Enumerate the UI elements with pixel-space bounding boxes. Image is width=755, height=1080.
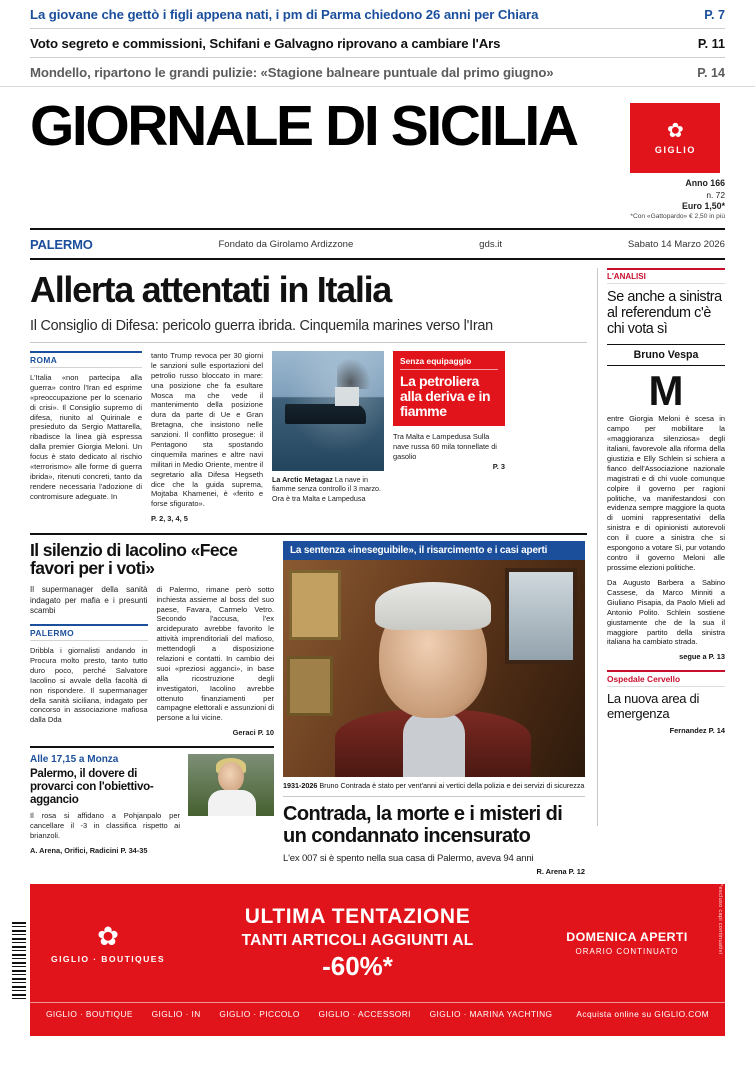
top-story-grid xyxy=(30,351,587,524)
analysis-body xyxy=(607,414,725,647)
head-shape xyxy=(218,762,244,792)
issue-year: Anno 166 xyxy=(685,178,725,188)
ospedale-title[interactable]: La nuova area di emergenza xyxy=(607,691,700,721)
ship-box-kicker: Senza equipaggio xyxy=(400,356,498,370)
iacolino-text-1: Dribbla i giornalisti andando in Procura molto presto, tanto tutto duro poco, perché Salvatore Iacolino si avvale della facoltà di non rispondere. Il supermanager della sanità siciliana, indagato per concorso in associazione mafiosa dalla Dda xyxy=(30,646,148,725)
advert-discount: -60%* xyxy=(322,950,393,981)
strapline-page: P. 7 xyxy=(704,7,725,22)
advert-right xyxy=(543,930,711,956)
lead-body-2 xyxy=(151,351,263,524)
barcode xyxy=(12,922,26,1002)
advert-online-link[interactable]: Acquista online su GIGLIO.COM xyxy=(576,1009,709,1019)
lead-pages: P. 2, 3, 4, 5 xyxy=(151,514,188,524)
iacolino-body-1 xyxy=(30,646,148,725)
masthead-title: GIORNALE DI SICILIA xyxy=(30,94,577,158)
monza-kicker: Alle 17,15 a Monza xyxy=(30,753,119,765)
smoke-shape xyxy=(337,358,371,389)
iacolino-intro: Il supermanager della sanità indagato per mafia e i presunti scambi xyxy=(30,584,148,616)
left-columns xyxy=(30,268,598,876)
strapline-item[interactable] xyxy=(30,29,725,58)
analysis-para-2: Da Augusto Barbera a Sabino Cassese, da Marco Minniti a Giuliano Pisapia, da Paolo Mieli ad Antonio Polito. Schlein sostiene giustamente che de la sua il maggiore partito della sinistra italiana ha cambiato strada. xyxy=(607,577,725,647)
issue-number: n. 72 xyxy=(706,189,725,200)
contrada-photo-caption xyxy=(283,777,585,797)
advert-hours: ORARIO CONTINUATO xyxy=(575,947,679,956)
contrada-banner[interactable]: La sentenza «ineseguibile», il risarcimento e i casi aperti xyxy=(283,541,585,560)
monza-photo[interactable] xyxy=(188,754,274,816)
picture-frame-icon xyxy=(287,656,333,716)
advert-center xyxy=(172,905,543,982)
analysis-kicker: L'ANALISI xyxy=(607,268,725,284)
advert-disclaimer: *escluso capi continuativi xyxy=(717,884,723,955)
contrada-headline[interactable]: Contrada, la morte e i misteri di un condannato incensurato xyxy=(283,803,563,847)
monza-story[interactable] xyxy=(30,746,274,855)
lead-body-1 xyxy=(30,373,142,502)
strapline-page: P. 14 xyxy=(697,65,725,80)
ship-caption-title: La Arctic Metagaz xyxy=(272,474,333,484)
monza-headline: Palermo, il dovere di provarci con l'obiettivo-aggancio xyxy=(30,766,154,806)
advert-line-2: TANTI ARTICOLI AGGIUNTI AL xyxy=(241,931,474,949)
lead-col-2 xyxy=(151,351,263,524)
contrada-byline: R. Arena P. 12 xyxy=(536,866,585,876)
advert-store: GIGLIO · BOUTIQUE xyxy=(46,1009,133,1019)
iacolino-col-2 xyxy=(157,585,275,738)
analysis-author: Bruno Vespa xyxy=(607,344,725,366)
lead-subhead: Il Consiglio di Difesa: pericolo guerra ibrida. Cinquemila marines verso l'Iran xyxy=(30,318,587,343)
ship-photo[interactable] xyxy=(272,351,384,471)
flower-icon: ✿ xyxy=(97,920,119,951)
strapline xyxy=(0,0,755,87)
contrada-caption-years: 1931-2026 xyxy=(283,781,318,790)
ship-red-box[interactable] xyxy=(393,351,505,426)
ship-box-col xyxy=(393,351,505,524)
issue-date: Sabato 14 Marzo 2026 xyxy=(627,238,725,250)
monza-signoff: A. Arena, Orifici, Radicini P. 34-35 xyxy=(30,845,148,855)
iacolino-body-2 xyxy=(157,585,275,738)
lead-text-1: L'Italia «non partecipa alla guerra» contro l'Iran ed esprime «preoccupazione per lo scenario di crisi». Il Consiglio supremo di difesa, riunito al Quirinale e presieduto da Sergio Mattarella, ribadisce la linea già espressa dalla premier Giorgia Meloni. Un focus è stato dedicato al rischio «terrorismo» alle forme di guerra ibrida», ritenuti concreti, tanto da rendere necessaria l'adozione di contromisure adeguate. In xyxy=(30,372,142,501)
analysis-para-1: entre Giorgia Meloni è scesa in campo per mobilitare la «maggioranza silenziosa» degli italiani, favorevole alla riforma della giustizia e Elly Schlein si schiera a fianco dell'Associazione nazionale magistrati e di chi vuole comunque colpire il governo per ragioni politiche, va manifestandosi con evidenza sempre maggiore la quota di uomini rappresentativi della sinistra e di opinionisti autorevoli con il cuore a sinistra che si espongono a votare Sì, pur votando contro il governo Meloni alle prossime elezioni politiche. xyxy=(607,414,725,572)
ship-photo-col xyxy=(272,351,384,524)
sponsor-logo[interactable] xyxy=(630,103,720,173)
advert-footer xyxy=(30,1002,725,1025)
advert-store: GIGLIO · MARINA YACHTING xyxy=(429,1009,553,1019)
window-shape xyxy=(505,568,577,664)
contrada-photo[interactable] xyxy=(283,560,585,777)
lead-text-2: tanto Trump revoca per 30 giorni le sanzioni sulle esportazioni del petrolio russo bloccato in mare: una posizione che fa esultare Mosca ma che vede il mantenimento della posizione dura da parte di Ue e Gran Bretagna, che insistono nelle sanzioni. Il conflitto prosegue: il Pentagono sta spostando cinquemila marines e altre navi militari in Medio Oriente, mentre il segretario alla Difesa Hegseth dice che la guida suprema, Mojtaba Khamenei, è «ferito e forse sfigurato». xyxy=(151,350,263,509)
main-content xyxy=(0,268,755,876)
ship-page: P. 3 xyxy=(492,462,505,472)
iacolino-kicker: PALERMO xyxy=(30,624,148,641)
advert-line-1: ULTIMA TENTAZIONE xyxy=(244,904,471,928)
issue-info xyxy=(630,178,725,222)
monza-text: Il rosa si affidano a Pohjanpalo per cancellare il -3 in classifica rispetto ai brianzoli. xyxy=(30,810,180,840)
founder-note: Fondato da Girolamo Ardizzone xyxy=(218,238,354,250)
advert-store-list xyxy=(46,1009,568,1019)
ospedale-kicker: Ospedale Cervello xyxy=(607,670,725,687)
superstructure-shape xyxy=(335,387,360,406)
advert-store: GIGLIO · PICCOLO xyxy=(219,1009,300,1019)
monza-body xyxy=(30,811,180,855)
contrada-story xyxy=(283,541,585,876)
iacolino-col-1 xyxy=(30,585,148,738)
advert-logo xyxy=(44,920,172,964)
ship-box-under xyxy=(393,432,505,472)
shirt-shape xyxy=(403,712,465,777)
iacolino-signoff: Geraci P. 10 xyxy=(232,728,274,738)
second-band xyxy=(30,533,587,876)
lead-col-1 xyxy=(30,351,142,524)
advert-main xyxy=(30,884,725,1002)
edition-city: PALERMO xyxy=(30,236,93,252)
issue-price: Euro 1,50* xyxy=(681,201,725,212)
website-link[interactable]: gds.it xyxy=(479,238,503,250)
ship-caption-text: La nave in fiamme senza controllo il 3 marzo. Ora è tra Malta e Lampedusa xyxy=(272,474,382,503)
ship-caption xyxy=(272,475,384,503)
ospedale-byline: Fernandez P. 14 xyxy=(669,725,725,735)
strapline-item[interactable] xyxy=(30,58,725,86)
sponsor-name: GIGLIO xyxy=(654,145,696,155)
advertisement[interactable] xyxy=(30,884,725,1036)
strapline-text: Mondello, ripartono le grandi pulizie: «Stagione balneare puntuale dal primo giugno» xyxy=(30,65,554,80)
kit-shape xyxy=(208,790,256,816)
masthead xyxy=(0,87,755,222)
analysis-column xyxy=(598,268,725,826)
analysis-title[interactable]: Se anche a sinistra al referendum c'è chi vota sì xyxy=(607,288,722,338)
flower-icon: ✿ xyxy=(667,120,684,142)
advert-store: GIGLIO · IN xyxy=(151,1009,201,1019)
strapline-item[interactable] xyxy=(30,0,725,29)
strapline-page: P. 11 xyxy=(697,36,725,51)
advert-store: GIGLIO · ACCESSORI xyxy=(318,1009,411,1019)
analysis-dropcap: M xyxy=(648,367,684,415)
hull-shape xyxy=(285,404,366,424)
lead-kicker: ROMA xyxy=(30,351,142,368)
hair-shape xyxy=(375,582,491,630)
iacolino-columns xyxy=(30,585,274,738)
ship-under-text: Tra Malta e Lampedusa Sulla nave russa 60 mila tonnellate di gasolio xyxy=(393,432,497,462)
advert-brand: GIGLIO · BOUTIQUES xyxy=(50,953,165,964)
issue-note: *Con «Gattopardo» € 2,50 in più xyxy=(630,213,725,221)
ship-box-title: La petroliera alla deriva e in fiamme xyxy=(400,372,491,420)
strapline-text: La giovane che gettò i figli appena nati, i pm di Parma chiedono 26 anni per Chiara xyxy=(30,7,539,22)
analysis-continued[interactable]: segue a P. 13 xyxy=(679,652,725,662)
picture-frame-icon xyxy=(289,570,341,640)
info-bar xyxy=(30,228,725,260)
iacolino-headline[interactable]: Il silenzio di Iacolino «Fece favori per i voti» xyxy=(30,540,238,579)
lead-headline[interactable]: Allerta attentati in Italia xyxy=(30,268,391,310)
advert-open-sunday: DOMENICA APERTI xyxy=(566,930,688,944)
strapline-text: Voto segreto e commissioni, Schifani e Galvagno riprovano a cambiare l'Ars xyxy=(30,36,501,51)
iacolino-text-2: di Palermo, rimane però sotto inchiesta assieme al boss del suo paese, Favara, Carmelo Vetro. Secondo l'accusa, l'ex arcidepurato avrebbe favorito le attività imprenditoriali del mafioso, mettendogli a disposizione relazioni e contatti. In cambio dei suoi «preziosi agganci», in base alla ricostruzione degli investigatori, Iacolino avrebbe ottenuto finanziamenti per campagne elettorali e assunzioni di persone a lui vicine. xyxy=(156,584,274,723)
contrada-caption-text: Bruno Contrada è stato per vent'anni ai vertici della polizia e dei servizi di sicurezza xyxy=(319,781,585,790)
contrada-sub: L'ex 007 si è spento nella sua casa di Palermo, aveva 94 anni xyxy=(283,852,534,864)
iacolino-story xyxy=(30,541,274,876)
